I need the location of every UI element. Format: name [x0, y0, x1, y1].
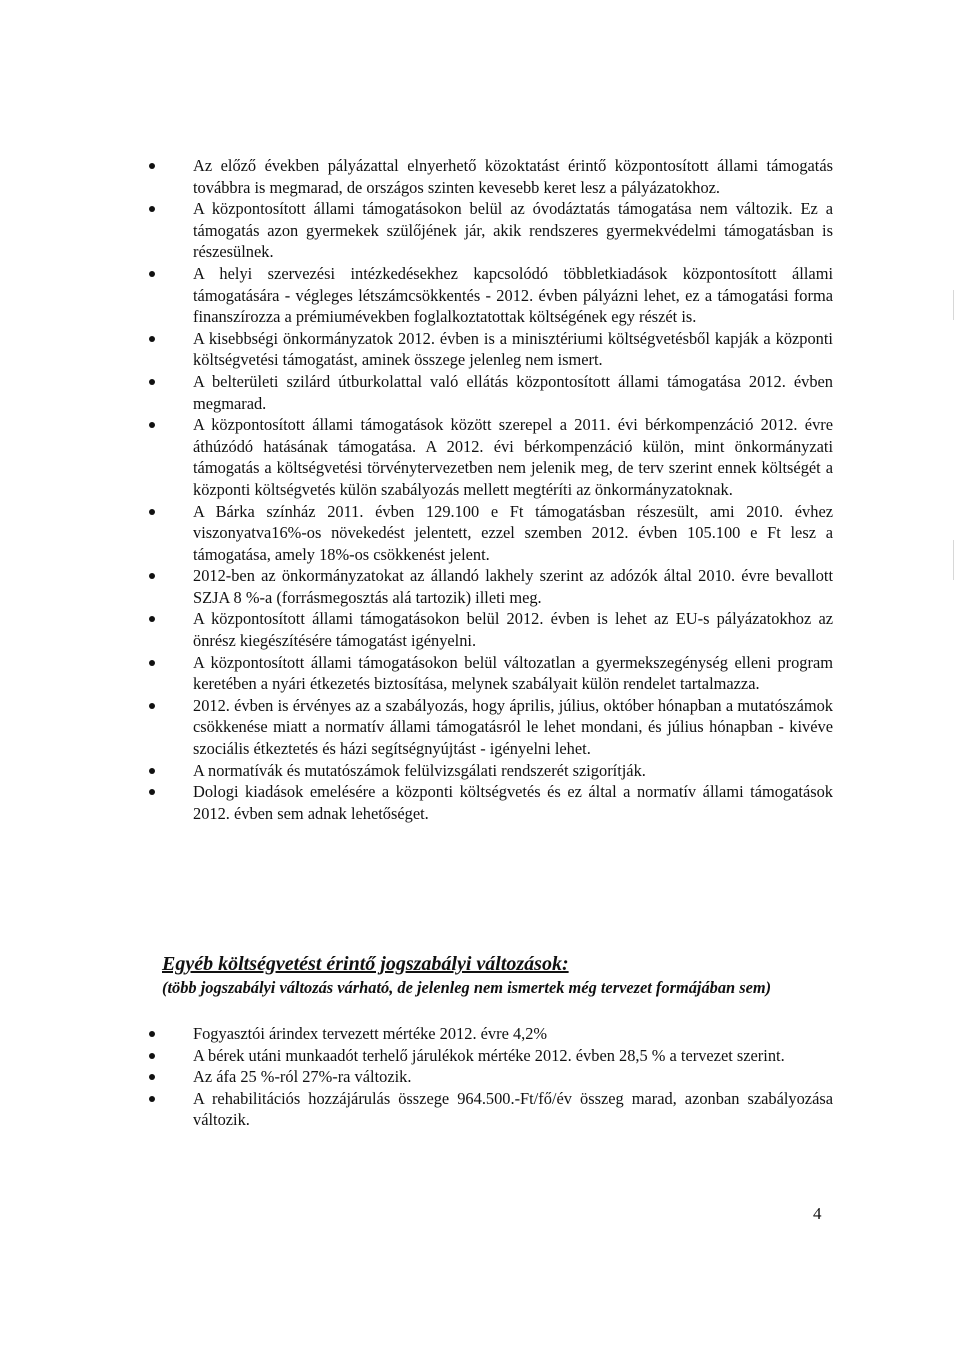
list-item	[193, 198, 833, 263]
list-item-text: A normatívák és mutatószámok felülvizsgálati rendszerét szigorítják.	[193, 760, 646, 780]
list-item	[193, 328, 833, 371]
list-item	[193, 263, 833, 328]
list-item-text: 2012-ben az önkormányzatokat az állandó lakhely szerint az adózók által 2010. évre bevallott SZJA 8 %-a (forrásmegosztás alá tartozik) illeti meg.	[193, 566, 833, 607]
bullet-icon	[149, 573, 155, 579]
bullet-icon	[149, 422, 155, 428]
list-item	[193, 371, 833, 414]
section-heading: Egyéb költségvetést érintő jogszabályi változások:	[162, 953, 569, 975]
list-item-text: Dologi kiadások emelésére a központi költségvetés és ez által a normatív állami támogatások 2012. évben sem adnak lehetőséget.	[193, 782, 833, 823]
list-item-text: 2012. évben is érvényes az a szabályozás, hogy április, július, október hónapban a mutatószámok csökkenése miatt a normatív állami támogatásról le lehet mondani, és július hónapban - kivéve szociális étkeztetés és házi segítségnyújtást - igényelni lehet.	[193, 695, 833, 759]
list-item-text: Az előző években pályázattal elnyerhető közoktatást érintő központosított állami támogatás továbbra is megmarad, de országos szinten kevesebb keret lesz a pályázatokhoz.	[193, 156, 833, 197]
list-item	[193, 414, 833, 500]
list-item-text: Fogyasztói árindex tervezett mértéke 2012. évre 4,2%	[193, 1024, 548, 1043]
list-item	[193, 652, 833, 695]
list-item-text: A központosított állami támogatások között szerepel a 2011. évi bérkompenzáció 2012. évre áthúzódó hatásának támogatása. A 2012. évi bérkompenzáció külön, mint önkormányzati támogatás a költségvetési törvénytervezetben nem jelenik meg, de terv szerint ennek költségét a központi költségvetés külön szabályozás mellett megtéríti az önkormányzatoknak.	[193, 415, 833, 499]
list-item	[193, 155, 833, 198]
legislation-change-list	[193, 1023, 833, 1131]
list-item	[193, 565, 833, 608]
list-item-text: A központosított állami támogatásokon belül változatlan a gyermekszegénység elleni program keretében a nyári étkezetés biztosítása, melynek szabályait külön rendelet tartalmazza.	[193, 652, 833, 694]
bullet-icon	[149, 660, 155, 666]
bullet-icon	[149, 1031, 155, 1037]
list-item-text: A kisebbségi önkormányzatok 2012. évben is a minisztériumi költségvetésből kapják a központi költségvetési támogatást, aminek összege jelenleg nem ismert.	[193, 328, 833, 370]
bullet-icon	[149, 789, 155, 795]
list-item	[193, 1023, 833, 1045]
bullet-icon	[149, 271, 155, 277]
bullet-icon	[149, 768, 155, 774]
list-item	[193, 781, 833, 824]
bullet-icon	[149, 1053, 155, 1059]
list-item-text: A központosított állami támogatásokon belül az óvodáztatás támogatása nem változik. Ez a támogatás azon gyermekek szülőjének jár, akik rendszeres gyermekvédelmi támogatásban is részesülnek.	[193, 199, 833, 262]
list-item	[193, 608, 833, 651]
list-item-text: A belterületi szilárd útburkolattal való ellátás központosított állami támogatása 2012. évben megmarad.	[193, 371, 833, 413]
list-item	[193, 501, 833, 566]
list-item	[193, 695, 833, 760]
bullet-icon	[149, 1074, 155, 1080]
scan-edge-mark	[953, 540, 954, 580]
list-item-text: A helyi szervezési intézkedésekhez kapcsolódó többletkiadások központosított állami támogatására - végleges létszámcsökkentés - 2012. évben pályázni lehet, ez a támogatási forma finanszírozza a prémiumévekben foglalkoztatottak költségének egy részét is.	[193, 263, 833, 327]
list-item	[193, 1045, 833, 1067]
bullet-icon	[149, 1096, 155, 1102]
list-item-text: A központosított állami támogatásokon belül 2012. évben is lehet az EU-s pályázatokhoz az önrész kiegészítésére támogatást igényelni.	[193, 609, 833, 651]
bullet-icon	[149, 509, 155, 515]
section-subheading: (több jogszabályi változás várható, de jelenleg nem ismertek még tervezet formájában sem)	[162, 978, 772, 997]
bullet-icon	[149, 336, 155, 342]
list-item-text: A Bárka színház 2011. évben 129.100 e Ft támogatásban részesült, ami 2010. évhez viszonyatva16%-os növekedést jelentett, ezzel szemben 2012. évben 105.100 e Ft lesz a támogatása, amely 18%-os csökkenést jelent.	[193, 501, 833, 564]
list-item-text: A bérek utáni munkaadót terhelő járulékok mértéke 2012. évben 28,5 % a tervezet szerint.	[193, 1045, 785, 1065]
list-item-text: A rehabilitációs hozzájárulás összege 964.500.-Ft/fő/év összeg marad, azonban szabályozása változik.	[193, 1088, 833, 1130]
bullet-icon	[149, 616, 155, 622]
bullet-icon	[149, 379, 155, 385]
list-item	[193, 760, 833, 782]
list-item-text: Az áfa 25 %-ról 27%-ra változik.	[193, 1067, 412, 1087]
bullet-icon	[149, 206, 155, 212]
list-item	[193, 1088, 833, 1131]
support-bullet-list	[193, 155, 833, 824]
scan-edge-mark	[953, 290, 954, 320]
list-item	[193, 1066, 833, 1088]
bullet-icon	[149, 163, 155, 169]
page-number: 4	[813, 1204, 822, 1223]
bullet-icon	[149, 703, 155, 709]
